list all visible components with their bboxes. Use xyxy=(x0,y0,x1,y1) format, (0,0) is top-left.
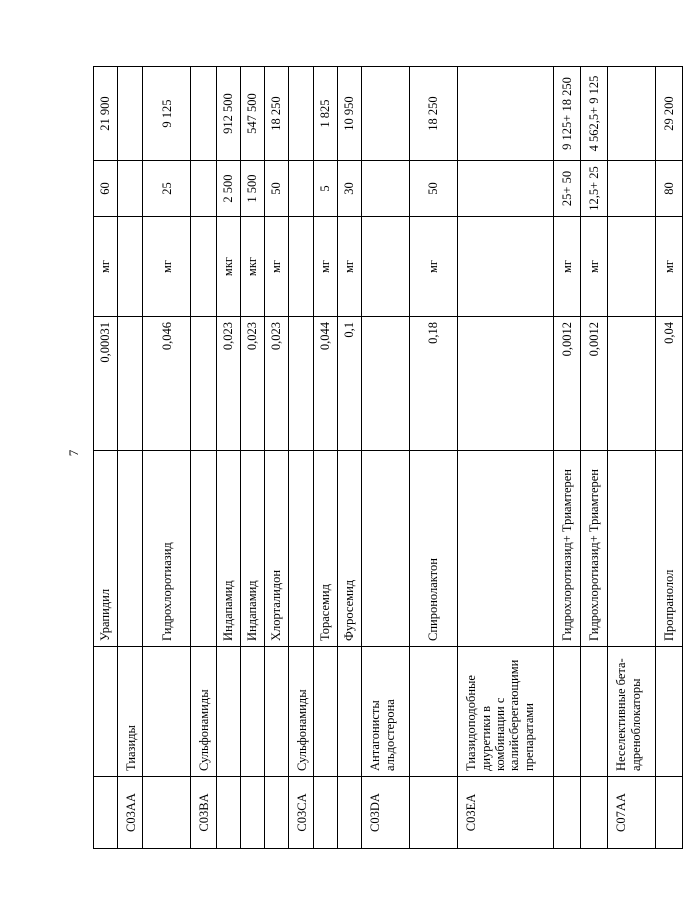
group-cell xyxy=(143,647,191,777)
table-row xyxy=(554,67,581,849)
dose-cell xyxy=(362,161,410,217)
total-cell: 9 125 xyxy=(143,67,191,161)
unit-cell: мг xyxy=(264,217,288,317)
dose-cell: 30 xyxy=(338,161,362,217)
table-row xyxy=(362,67,410,849)
unit-cell xyxy=(191,217,216,317)
atc-code-cell: C03BA xyxy=(191,777,216,849)
drug-name-cell: Гидрохлоротиазид+ Триамтерен xyxy=(554,451,581,647)
group-cell: Тиазиды xyxy=(118,647,143,777)
total-cell xyxy=(288,67,313,161)
atc-code-cell xyxy=(656,777,683,849)
total-cell: 4 562,5+ 9 125 xyxy=(581,67,608,161)
drug-name-cell: Гидрохлоротиазид+ Триамтерен xyxy=(581,451,608,647)
unit-cell xyxy=(608,217,656,317)
group-cell xyxy=(410,647,458,777)
table-row xyxy=(216,67,240,849)
table-row xyxy=(288,67,313,849)
drug-name-cell xyxy=(288,451,313,647)
table-row xyxy=(264,67,288,849)
unit-cell xyxy=(458,217,554,317)
ddd-cell xyxy=(191,317,216,451)
drug-name-cell: Урапидил xyxy=(94,451,118,647)
dose-cell: 80 xyxy=(656,161,683,217)
total-cell: 18 250 xyxy=(410,67,458,161)
dose-cell xyxy=(458,161,554,217)
table-row xyxy=(118,67,143,849)
unit-cell: мг xyxy=(410,217,458,317)
group-cell: Сульфонамиды xyxy=(288,647,313,777)
group-cell xyxy=(314,647,338,777)
ddd-cell: 0,023 xyxy=(264,317,288,451)
unit-cell: мкг xyxy=(216,217,240,317)
table-row xyxy=(240,67,264,849)
ddd-cell: 0,044 xyxy=(314,317,338,451)
group-cell: Сульфонамиды xyxy=(191,647,216,777)
total-cell: 1 825 xyxy=(314,67,338,161)
total-cell: 18 250 xyxy=(264,67,288,161)
group-cell xyxy=(338,647,362,777)
group-cell xyxy=(216,647,240,777)
ddd-cell: 0,023 xyxy=(216,317,240,451)
table-row xyxy=(458,67,554,849)
ddd-cell: 0,0012 xyxy=(581,317,608,451)
total-cell: 21 900 xyxy=(94,67,118,161)
atc-code-cell xyxy=(240,777,264,849)
total-cell: 9 125+ 18 250 xyxy=(554,67,581,161)
ddd-cell: 0,023 xyxy=(240,317,264,451)
atc-code-cell xyxy=(554,777,581,849)
total-cell xyxy=(608,67,656,161)
atc-code-cell xyxy=(581,777,608,849)
drug-name-cell xyxy=(362,451,410,647)
dose-cell: 2 500 xyxy=(216,161,240,217)
atc-code-cell xyxy=(143,777,191,849)
dose-cell xyxy=(118,161,143,217)
atc-code-cell xyxy=(314,777,338,849)
drug-name-cell: Спиронолактон xyxy=(410,451,458,647)
unit-cell: мг xyxy=(338,217,362,317)
table-row xyxy=(143,67,191,849)
dose-cell: 25+ 50 xyxy=(554,161,581,217)
group-cell: Антагонисты альдостерона xyxy=(362,647,410,777)
unit-cell: мг xyxy=(143,217,191,317)
unit-cell: мг xyxy=(554,217,581,317)
dose-cell: 5 xyxy=(314,161,338,217)
dose-cell: 50 xyxy=(264,161,288,217)
dose-cell: 1 500 xyxy=(240,161,264,217)
unit-cell: мг xyxy=(656,217,683,317)
drug-name-cell: Индапамид xyxy=(216,451,240,647)
ddd-cell xyxy=(118,317,143,451)
atc-code-cell: C03CA xyxy=(288,777,313,849)
drug-name-cell xyxy=(191,451,216,647)
unit-cell xyxy=(288,217,313,317)
drug-table xyxy=(93,66,683,849)
dose-cell xyxy=(608,161,656,217)
atc-code-cell: C03DA xyxy=(362,777,410,849)
atc-code-cell: C03EA xyxy=(458,777,554,849)
unit-cell: мг xyxy=(94,217,118,317)
total-cell: 10 950 xyxy=(338,67,362,161)
group-cell: Тиазидоподобные диуретики в комбинации с калийсберегающими препаратами xyxy=(458,647,554,777)
group-cell xyxy=(554,647,581,777)
group-cell: Неселективные бета-адреноблокаторы xyxy=(608,647,656,777)
atc-code-cell: C07AA xyxy=(608,777,656,849)
total-cell: 912 500 xyxy=(216,67,240,161)
table-row xyxy=(338,67,362,849)
ddd-cell: 0,0012 xyxy=(554,317,581,451)
drug-name-cell xyxy=(458,451,554,647)
unit-cell: мг xyxy=(314,217,338,317)
drug-name-cell: Гидрохлоротиазид xyxy=(143,451,191,647)
dose-cell xyxy=(288,161,313,217)
group-cell xyxy=(240,647,264,777)
drug-name-cell xyxy=(608,451,656,647)
table-row xyxy=(410,67,458,849)
total-cell xyxy=(118,67,143,161)
page-number: 7 xyxy=(66,449,81,457)
drug-name-cell: Индапамид xyxy=(240,451,264,647)
table-row xyxy=(656,67,683,849)
drug-name-cell: Торасемид xyxy=(314,451,338,647)
total-cell: 29 200 xyxy=(656,67,683,161)
table-row xyxy=(581,67,608,849)
dose-cell xyxy=(191,161,216,217)
unit-cell xyxy=(362,217,410,317)
dose-cell: 12,5+ 25 xyxy=(581,161,608,217)
total-cell: 547 500 xyxy=(240,67,264,161)
table-body xyxy=(94,67,683,849)
atc-code-cell xyxy=(94,777,118,849)
table-row xyxy=(94,67,118,849)
total-cell xyxy=(191,67,216,161)
dose-cell: 25 xyxy=(143,161,191,217)
unit-cell xyxy=(118,217,143,317)
drug-name-cell: Пропранолол xyxy=(656,451,683,647)
rotated-table-container xyxy=(93,67,676,849)
table-row xyxy=(191,67,216,849)
dose-cell: 60 xyxy=(94,161,118,217)
ddd-cell: 0,046 xyxy=(143,317,191,451)
ddd-cell: 0,00031 xyxy=(94,317,118,451)
group-cell xyxy=(581,647,608,777)
unit-cell: мкг xyxy=(240,217,264,317)
unit-cell: мг xyxy=(581,217,608,317)
group-cell xyxy=(264,647,288,777)
atc-code-cell xyxy=(216,777,240,849)
table-row xyxy=(608,67,656,849)
ddd-cell: 0,1 xyxy=(338,317,362,451)
total-cell xyxy=(458,67,554,161)
drug-name-cell: Хлорталидон xyxy=(264,451,288,647)
drug-name-cell: Фуросемид xyxy=(338,451,362,647)
ddd-cell xyxy=(458,317,554,451)
atc-code-cell xyxy=(410,777,458,849)
dose-cell: 50 xyxy=(410,161,458,217)
ddd-cell xyxy=(608,317,656,451)
atc-code-cell xyxy=(264,777,288,849)
total-cell xyxy=(362,67,410,161)
table-row xyxy=(314,67,338,849)
atc-code-cell: C03AA xyxy=(118,777,143,849)
group-cell xyxy=(656,647,683,777)
drug-name-cell xyxy=(118,451,143,647)
ddd-cell: 0,04 xyxy=(656,317,683,451)
ddd-cell: 0,18 xyxy=(410,317,458,451)
ddd-cell xyxy=(288,317,313,451)
group-cell xyxy=(94,647,118,777)
atc-code-cell xyxy=(338,777,362,849)
ddd-cell xyxy=(362,317,410,451)
